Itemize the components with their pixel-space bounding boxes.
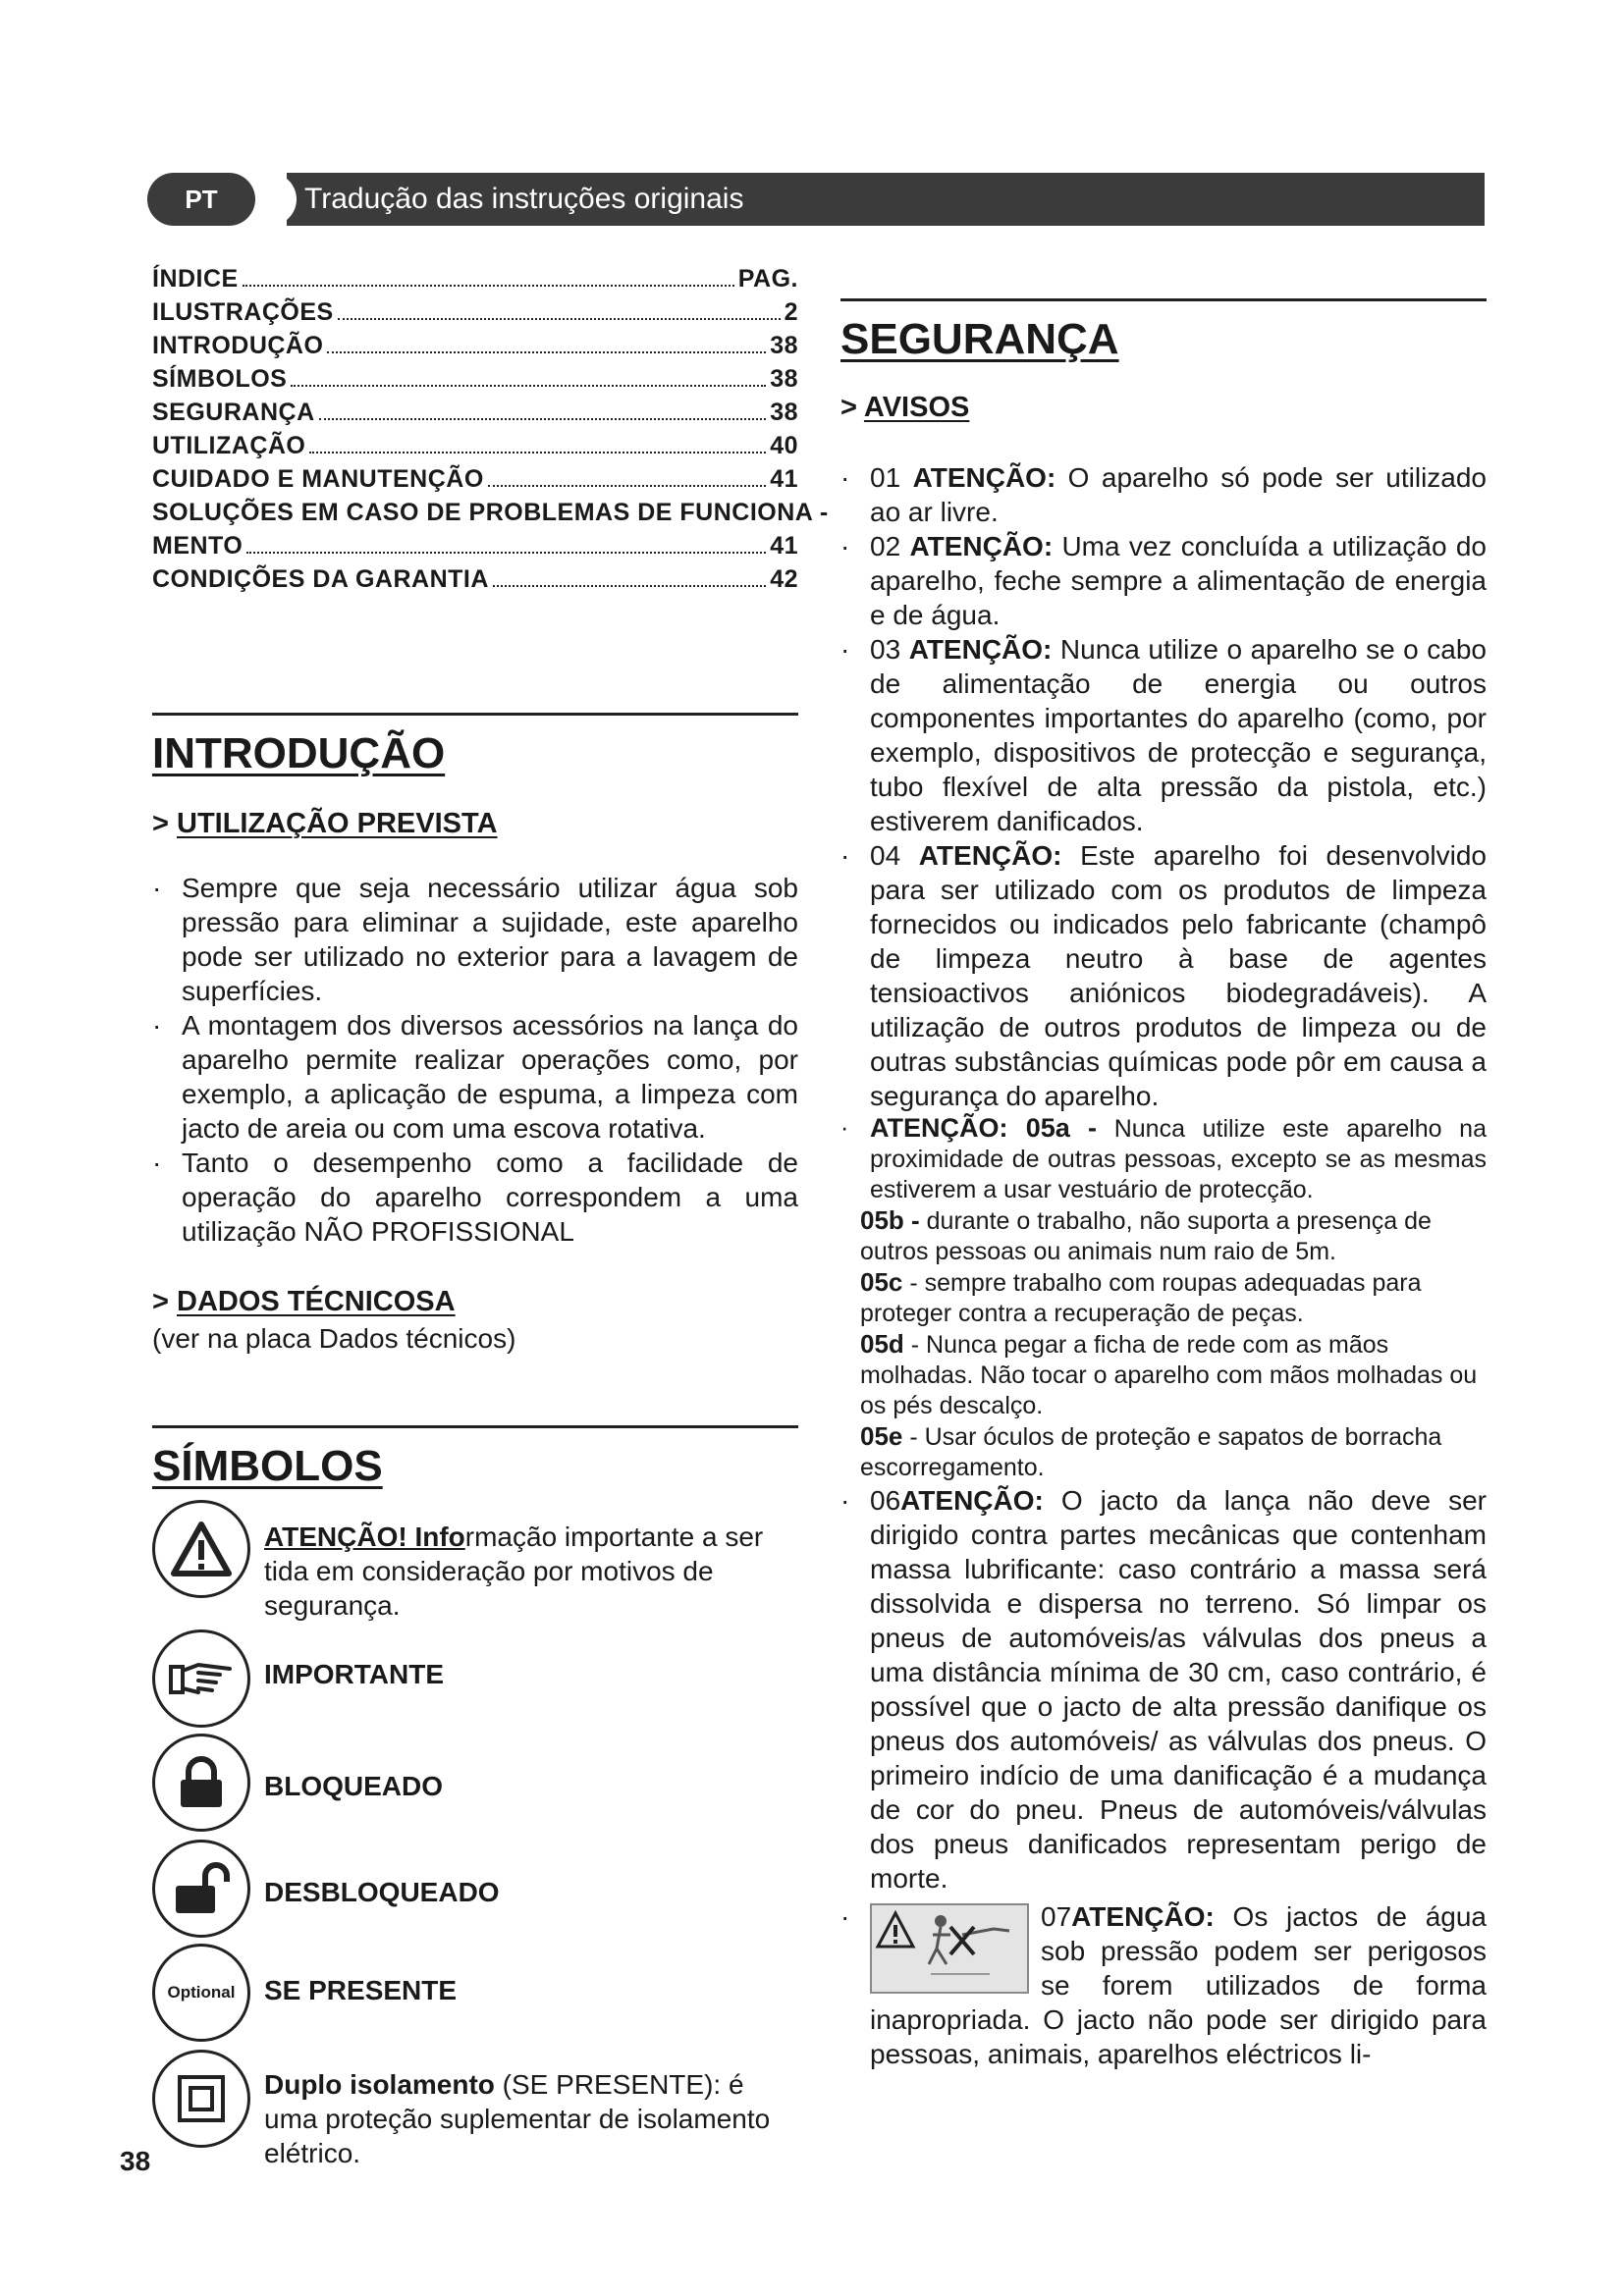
- symbol-item: [152, 1734, 443, 1832]
- language-badge: PT: [147, 173, 255, 226]
- warning-item: · 07ATENÇÃO: Os jactos de água sob pressão podem ser perigosos se forem utilizados de forma inapropriada. O jacto não pode ser dirigido para pessoas, animais, aparelhos eléctricos li-: [840, 1901, 1487, 2069]
- header-title: Tradução das instruções originais: [304, 183, 744, 215]
- technical-data-note: (ver na placa Dados técnicos): [152, 1323, 516, 1354]
- intro-title: INTRODUÇÃO: [152, 713, 798, 782]
- symbol-item: [152, 2050, 775, 2170]
- warning-subitem: 05e - Usar óculos de proteção e sapatos de borracha escorregamento.: [860, 1421, 1442, 1481]
- symbol-item: [152, 1840, 500, 1938]
- warning-item: · ATENÇÃO: 05a - Nunca utilize este aparelho na proximidade de outras pessoas, excepto se as mesmas estiverem a usar vestuário de protecção.: [840, 1113, 1487, 1203]
- pointing-hand-icon: [152, 1629, 250, 1728]
- symbol-item: [152, 1944, 457, 2042]
- toc-row[interactable]: UTILIZAÇÃO 40: [152, 432, 798, 459]
- toc-row[interactable]: SOLUÇÕES EM CASO DE PROBLEMAS DE FUNCIONA -: [152, 499, 829, 526]
- symbol-text: Duplo isolamento (SE PRESENTE): é uma proteção suplementar de isolamento elétrico.: [264, 2069, 771, 2168]
- toc-row[interactable]: ILUSTRAÇÕES 2: [152, 298, 798, 326]
- table-of-contents: [152, 265, 829, 599]
- toc-row[interactable]: CUIDADO E MANUTENÇÃO 41: [152, 465, 798, 493]
- symbol-text: DESBLOQUEADO: [264, 1877, 500, 1907]
- warning-item: · 02 ATENÇÃO: Uma vez concluída a utilização do aparelho, feche sempre a alimentação de energia e de água.: [840, 531, 1487, 630]
- symbol-item: [152, 1500, 798, 1623]
- warning-item: · 01 ATENÇÃO: O aparelho só pode ser utilizado ao ar livre.: [840, 462, 1488, 527]
- toc-row[interactable]: CONDIÇÕES DA GARANTIA 42: [152, 565, 798, 593]
- safety-title: SEGURANÇA: [840, 298, 1487, 368]
- symbol-item: [152, 1629, 444, 1728]
- double-insulation-icon: [152, 2050, 250, 2148]
- page-number: 38: [120, 2146, 151, 2176]
- symbol-text: IMPORTANTE: [264, 1659, 445, 1689]
- symbol-text: SE PRESENTE: [264, 1975, 458, 2005]
- symbols-title: SÍMBOLOS: [152, 1425, 798, 1495]
- optional-icon: Optional: [152, 1944, 250, 2042]
- warning-subitem: 05d - Nunca pegar a ficha de rede com as mãos molhadas. Não tocar o aparelho com mãos molhadas ou os pés descalço.: [860, 1329, 1478, 1419]
- pressure-jet-warning-pictogram: [870, 1903, 1029, 1994]
- warning-triangle-icon: [152, 1500, 250, 1598]
- toc-row[interactable]: INTRODUÇÃO 38: [152, 332, 798, 359]
- header-band: [147, 173, 1485, 226]
- warning-subitem: 05b - durante o trabalho, não suporta a presença de outros pessoas ou animais num raio de 5m.: [860, 1205, 1432, 1265]
- introduction-section: [152, 713, 798, 1356]
- symbols-list: [152, 1500, 798, 2246]
- right-column: [840, 298, 1487, 2071]
- symbol-text: ATENÇÃO! Informação importante a ser tida em consideração por motivos de segurança.: [264, 1522, 764, 1621]
- technical-data-heading: > DADOS TÉCNICOSA: [152, 1286, 456, 1317]
- left-column: [152, 265, 829, 2168]
- toc-row[interactable]: MENTO 41: [152, 532, 798, 560]
- intro-subheading: > UTILIZAÇÃO PREVISTA: [152, 808, 498, 839]
- warning-item: · 06ATENÇÃO: O jacto da lança não deve ser dirigido contra partes mecânicas que contenham massa lubrificante: caso contrário a massa será dissolvida e dispersa no terreno. Só limpar os pneus de automóveis/as válvulas dos pneus a uma distância mínima de 30 cm, caso contrário, é possível que o jacto de alta pressão danifique os pneus dos automóveis/ as válvulas dos pneus. O primeiro indício de uma danificação é a mudança de cor do pneu. Pneus de automóveis/válvulas dos pneus danificados representam perigo de morte.: [840, 1485, 1487, 1894]
- warnings-heading: > AVISOS: [840, 392, 970, 423]
- symbols-section: [152, 1425, 798, 1495]
- unlocked-padlock-icon: [152, 1840, 250, 1938]
- intro-bullet: · A montagem dos diversos acessórios na lança do aparelho permite realizar operações como, por exemplo, a aplicação de espuma, a limpeza com jacto de areia ou com uma escova rotativa.: [152, 1010, 798, 1144]
- toc-row[interactable]: ÍNDICE PAG.: [152, 265, 798, 293]
- toc-row[interactable]: SÍMBOLOS 38: [152, 365, 798, 393]
- warning-item: · 04 ATENÇÃO: Este aparelho foi desenvolvido para ser utilizado com os produtos de limpeza fornecidos ou indicados pelo fabricante (champô de limpeza neutro à base de agentes tensioactivos aniónicos biodegradáveis). A utilização de outros produtos de limpeza ou de outras substâncias químicas pode pôr em causa a segurança do aparelho.: [840, 840, 1487, 1111]
- toc-row[interactable]: SEGURANÇA 38: [152, 399, 798, 426]
- warnings-list: [840, 460, 1487, 2071]
- locked-padlock-icon: [152, 1734, 250, 1832]
- warning-item: · 03 ATENÇÃO: Nunca utilize o aparelho se o cabo de alimentação de energia ou outros componentes importantes do aparelho (como, por exemplo, dispositivos de protecção e segurança, tubo flexível de alta pressão da pistola, etc.) estiverem danificados.: [840, 634, 1488, 836]
- intro-bullet: · Sempre que seja necessário utilizar água sob pressão para eliminar a sujidade, este aparelho pode ser utilizado no exterior para a lavagem de superfícies.: [152, 873, 798, 1006]
- intro-bullet: · Tanto o desempenho como a facilidade de operação do aparelho correspondem a uma utilização NÃO PROFISSIONAL: [152, 1148, 798, 1247]
- symbol-text: BLOQUEADO: [264, 1771, 443, 1801]
- warning-subitem: 05c - sempre trabalho com roupas adequadas para proteger contra a recuperação de peças.: [860, 1267, 1422, 1327]
